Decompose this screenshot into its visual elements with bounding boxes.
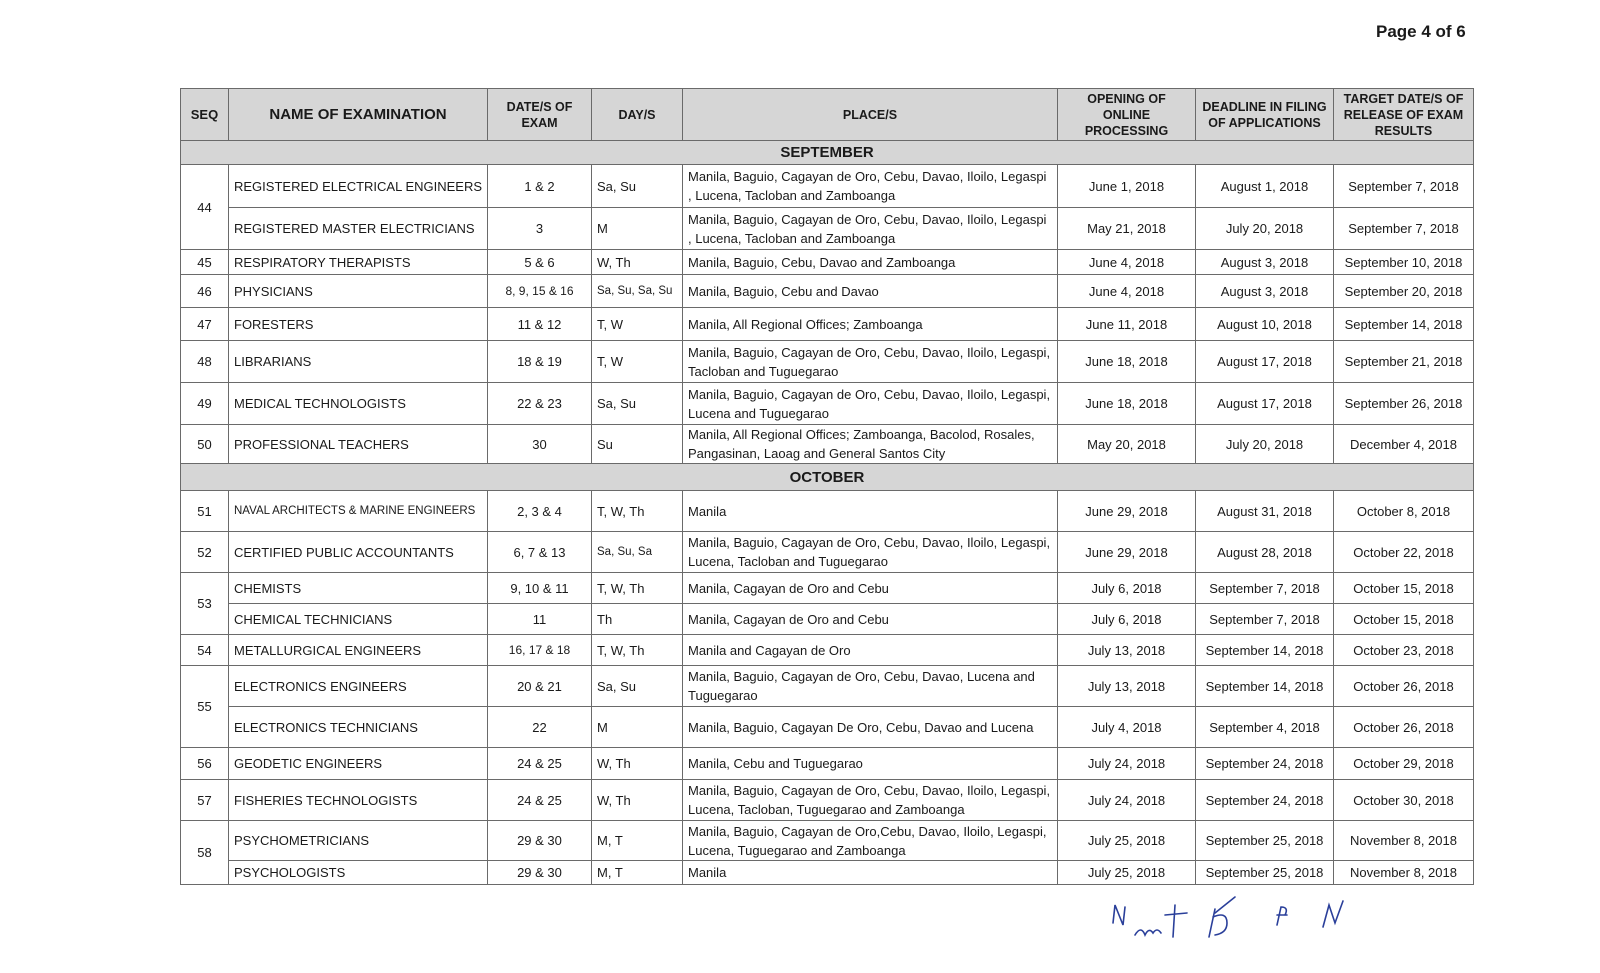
table-row (181, 780, 1474, 821)
seq-cell: 49 (181, 383, 229, 425)
release-date: October 8, 2018 (1334, 491, 1474, 532)
release-date: October 29, 2018 (1334, 748, 1474, 780)
release-date: November 8, 2018 (1334, 861, 1474, 885)
exam-dates: 22 (488, 707, 592, 748)
deadline-date: August 1, 2018 (1196, 165, 1334, 208)
seq-cell: 58 (181, 821, 229, 885)
release-date: September 7, 2018 (1334, 165, 1474, 208)
release-date: November 8, 2018 (1334, 821, 1474, 861)
exam-dates: 3 (488, 208, 592, 250)
deadline-date: September 14, 2018 (1196, 635, 1334, 666)
deadline-date: September 25, 2018 (1196, 861, 1334, 885)
header-days: DAY/S (592, 89, 683, 141)
exam-dates: 11 (488, 604, 592, 635)
deadline-date: September 24, 2018 (1196, 748, 1334, 780)
exam-days: Sa, Su (592, 666, 683, 707)
deadline-date: August 28, 2018 (1196, 532, 1334, 573)
table-row (181, 532, 1474, 573)
table-row (181, 491, 1474, 532)
section-month: OCTOBER (181, 464, 1474, 491)
exam-dates: 20 & 21 (488, 666, 592, 707)
exam-dates: 6, 7 & 13 (488, 532, 592, 573)
exam-places: Manila (683, 491, 1058, 532)
exam-name: PROFESSIONAL TEACHERS (229, 425, 488, 464)
exam-name: PHYSICIANS (229, 275, 488, 308)
table-row (181, 341, 1474, 383)
release-date: September 7, 2018 (1334, 208, 1474, 250)
exam-name: ELECTRONICS TECHNICIANS (229, 707, 488, 748)
exam-name: MEDICAL TECHNOLOGISTS (229, 383, 488, 425)
header-opening: OPENING OF ONLINE PROCESSING (1058, 89, 1196, 141)
seq-cell: 54 (181, 635, 229, 666)
opening-date: July 6, 2018 (1058, 604, 1196, 635)
exam-days: T, W, Th (592, 573, 683, 604)
header-row (181, 89, 1474, 141)
table-row (181, 666, 1474, 707)
table-row (181, 208, 1474, 250)
opening-date: June 29, 2018 (1058, 532, 1196, 573)
seq-cell: 48 (181, 341, 229, 383)
exam-name: ELECTRONICS ENGINEERS (229, 666, 488, 707)
seq-cell: 50 (181, 425, 229, 464)
header-name: NAME OF EXAMINATION (229, 89, 488, 141)
release-date: October 26, 2018 (1334, 707, 1474, 748)
opening-date: July 13, 2018 (1058, 635, 1196, 666)
exam-dates: 1 & 2 (488, 165, 592, 208)
header-places: PLACE/S (683, 89, 1058, 141)
exam-name: METALLURGICAL ENGINEERS (229, 635, 488, 666)
exam-dates: 30 (488, 425, 592, 464)
exam-places: Manila (683, 861, 1058, 885)
exam-places: Manila, Baguio, Cagayan De Oro, Cebu, Davao and Lucena (683, 707, 1058, 748)
exam-name: GEODETIC ENGINEERS (229, 748, 488, 780)
opening-date: July 24, 2018 (1058, 780, 1196, 821)
seq-cell: 47 (181, 308, 229, 341)
exam-days: Sa, Su, Sa (592, 532, 683, 573)
exam-days: T, W (592, 308, 683, 341)
table-row (181, 275, 1474, 308)
exam-name: REGISTERED MASTER ELECTRICIANS (229, 208, 488, 250)
exam-places: Manila, All Regional Offices; Zamboanga, Bacolod, Rosales, Pangasinan, Laoag and General Santos City (683, 425, 1058, 464)
deadline-date: August 3, 2018 (1196, 275, 1334, 308)
exam-dates: 24 & 25 (488, 748, 592, 780)
table-row (181, 748, 1474, 780)
exam-days: W, Th (592, 748, 683, 780)
opening-date: July 25, 2018 (1058, 861, 1196, 885)
exam-places: Manila, Baguio, Cebu and Davao (683, 275, 1058, 308)
seq-cell: 46 (181, 275, 229, 308)
exam-days: M, T (592, 861, 683, 885)
deadline-date: August 17, 2018 (1196, 341, 1334, 383)
handwritten-initials (1105, 895, 1365, 955)
release-date: September 21, 2018 (1334, 341, 1474, 383)
opening-date: June 11, 2018 (1058, 308, 1196, 341)
opening-date: July 25, 2018 (1058, 821, 1196, 861)
release-date: October 30, 2018 (1334, 780, 1474, 821)
exam-dates: 22 & 23 (488, 383, 592, 425)
exam-places: Manila and Cagayan de Oro (683, 635, 1058, 666)
opening-date: July 13, 2018 (1058, 666, 1196, 707)
deadline-date: September 4, 2018 (1196, 707, 1334, 748)
deadline-date: August 3, 2018 (1196, 250, 1334, 275)
table-row (181, 635, 1474, 666)
exam-name: REGISTERED ELECTRICAL ENGINEERS (229, 165, 488, 208)
opening-date: June 4, 2018 (1058, 250, 1196, 275)
exam-dates: 8, 9, 15 & 16 (488, 275, 592, 308)
exam-days: Th (592, 604, 683, 635)
seq-cell: 55 (181, 666, 229, 748)
table-row (181, 165, 1474, 208)
exam-days: Sa, Su (592, 165, 683, 208)
opening-date: July 6, 2018 (1058, 573, 1196, 604)
opening-date: July 24, 2018 (1058, 748, 1196, 780)
exam-places: Manila, Baguio, Cagayan de Oro, Cebu, Davao, Iloilo, Legaspi , Lucena, Tacloban and Zamboanga (683, 208, 1058, 250)
exam-places: Manila, Baguio, Cagayan de Oro, Cebu, Davao, Lucena and Tuguegarao (683, 666, 1058, 707)
exam-days: T, W, Th (592, 635, 683, 666)
opening-date: May 21, 2018 (1058, 208, 1196, 250)
exam-places: Manila, Cagayan de Oro and Cebu (683, 604, 1058, 635)
seq-cell: 52 (181, 532, 229, 573)
exam-dates: 5 & 6 (488, 250, 592, 275)
exam-name: FORESTERS (229, 308, 488, 341)
release-date: September 14, 2018 (1334, 308, 1474, 341)
exam-days: Sa, Su, Sa, Su (592, 275, 683, 308)
release-date: October 26, 2018 (1334, 666, 1474, 707)
exam-days: M (592, 208, 683, 250)
exam-days: W, Th (592, 780, 683, 821)
exam-dates: 2, 3 & 4 (488, 491, 592, 532)
exam-name: CHEMICAL TECHNICIANS (229, 604, 488, 635)
table-row (181, 821, 1474, 861)
seq-cell: 53 (181, 573, 229, 635)
exam-places: Manila, Baguio, Cagayan de Oro,Cebu, Davao, Iloilo, Legaspi, Lucena, Tuguegarao and Zamboanga (683, 821, 1058, 861)
release-date: October 23, 2018 (1334, 635, 1474, 666)
exam-places: Manila, Baguio, Cagayan de Oro, Cebu, Davao, Iloilo, Legaspi, Tacloban and Tuguegarao (683, 341, 1058, 383)
deadline-date: September 25, 2018 (1196, 821, 1334, 861)
section-month: SEPTEMBER (181, 141, 1474, 165)
deadline-date: September 14, 2018 (1196, 666, 1334, 707)
header-dates: DATE/S OF EXAM (488, 89, 592, 141)
exam-days: T, W (592, 341, 683, 383)
section-row-october (181, 464, 1474, 491)
opening-date: June 18, 2018 (1058, 383, 1196, 425)
exam-dates: 29 & 30 (488, 821, 592, 861)
seq-cell: 57 (181, 780, 229, 821)
deadline-date: August 10, 2018 (1196, 308, 1334, 341)
deadline-date: August 31, 2018 (1196, 491, 1334, 532)
exam-days: T, W, Th (592, 491, 683, 532)
opening-date: May 20, 2018 (1058, 425, 1196, 464)
exam-schedule-table (180, 88, 1474, 885)
exam-dates: 16, 17 & 18 (488, 635, 592, 666)
exam-name: CHEMISTS (229, 573, 488, 604)
exam-name: CERTIFIED PUBLIC ACCOUNTANTS (229, 532, 488, 573)
exam-places: Manila, Cagayan de Oro and Cebu (683, 573, 1058, 604)
opening-date: July 4, 2018 (1058, 707, 1196, 748)
exam-name: PSYCHOMETRICIANS (229, 821, 488, 861)
page-number: Page 4 of 6 (1376, 22, 1466, 41)
seq-cell: 56 (181, 748, 229, 780)
exam-name: RESPIRATORY THERAPISTS (229, 250, 488, 275)
opening-date: June 29, 2018 (1058, 491, 1196, 532)
exam-name: NAVAL ARCHITECTS & MARINE ENGINEERS (229, 491, 488, 532)
deadline-date: July 20, 2018 (1196, 425, 1334, 464)
seq-cell: 45 (181, 250, 229, 275)
header-release: TARGET DATE/S OF RELEASE OF EXAM RESULTS (1334, 89, 1474, 141)
exam-places: Manila, All Regional Offices; Zamboanga (683, 308, 1058, 341)
table-row (181, 707, 1474, 748)
table-row (181, 250, 1474, 275)
exam-name: PSYCHOLOGISTS (229, 861, 488, 885)
exam-days: Su (592, 425, 683, 464)
exam-dates: 18 & 19 (488, 341, 592, 383)
exam-dates: 11 & 12 (488, 308, 592, 341)
deadline-date: September 7, 2018 (1196, 604, 1334, 635)
exam-places: Manila, Baguio, Cagayan de Oro, Cebu, Davao, Iloilo, Legaspi, Lucena, Tacloban and Tuguegarao (683, 532, 1058, 573)
release-date: December 4, 2018 (1334, 425, 1474, 464)
exam-places: Manila, Baguio, Cebu, Davao and Zamboanga (683, 250, 1058, 275)
exam-places: Manila, Baguio, Cagayan de Oro, Cebu, Davao, Iloilo, Legaspi, Lucena, Tacloban, Tuguegarao and Zamboanga (683, 780, 1058, 821)
release-date: September 10, 2018 (1334, 250, 1474, 275)
exam-days: M (592, 707, 683, 748)
release-date: October 15, 2018 (1334, 604, 1474, 635)
deadline-date: August 17, 2018 (1196, 383, 1334, 425)
exam-places: Manila, Cebu and Tuguegarao (683, 748, 1058, 780)
deadline-date: September 7, 2018 (1196, 573, 1334, 604)
table-row (181, 425, 1474, 464)
release-date: October 22, 2018 (1334, 532, 1474, 573)
release-date: October 15, 2018 (1334, 573, 1474, 604)
table-row (181, 573, 1474, 604)
seq-cell: 44 (181, 165, 229, 250)
opening-date: June 18, 2018 (1058, 341, 1196, 383)
opening-date: June 1, 2018 (1058, 165, 1196, 208)
opening-date: June 4, 2018 (1058, 275, 1196, 308)
exam-dates: 9, 10 & 11 (488, 573, 592, 604)
exam-days: Sa, Su (592, 383, 683, 425)
release-date: September 20, 2018 (1334, 275, 1474, 308)
table-row (181, 383, 1474, 425)
header-deadline: DEADLINE IN FILING OF APPLICATIONS (1196, 89, 1334, 141)
exam-dates: 29 & 30 (488, 861, 592, 885)
seq-cell: 51 (181, 491, 229, 532)
exam-days: W, Th (592, 250, 683, 275)
release-date: September 26, 2018 (1334, 383, 1474, 425)
exam-dates: 24 & 25 (488, 780, 592, 821)
deadline-date: September 24, 2018 (1196, 780, 1334, 821)
exam-name: FISHERIES TECHNOLOGISTS (229, 780, 488, 821)
exam-places: Manila, Baguio, Cagayan de Oro, Cebu, Davao, Iloilo, Legaspi , Lucena, Tacloban and Zamboanga (683, 165, 1058, 208)
deadline-date: July 20, 2018 (1196, 208, 1334, 250)
section-row-september (181, 141, 1474, 165)
exam-places: Manila, Baguio, Cagayan de Oro, Cebu, Davao, Iloilo, Legaspi, Lucena and Tuguegarao (683, 383, 1058, 425)
table-row (181, 861, 1474, 885)
table-row (181, 308, 1474, 341)
exam-name: LIBRARIANS (229, 341, 488, 383)
table-row (181, 604, 1474, 635)
exam-days: M, T (592, 821, 683, 861)
header-seq: SEQ (181, 89, 229, 141)
